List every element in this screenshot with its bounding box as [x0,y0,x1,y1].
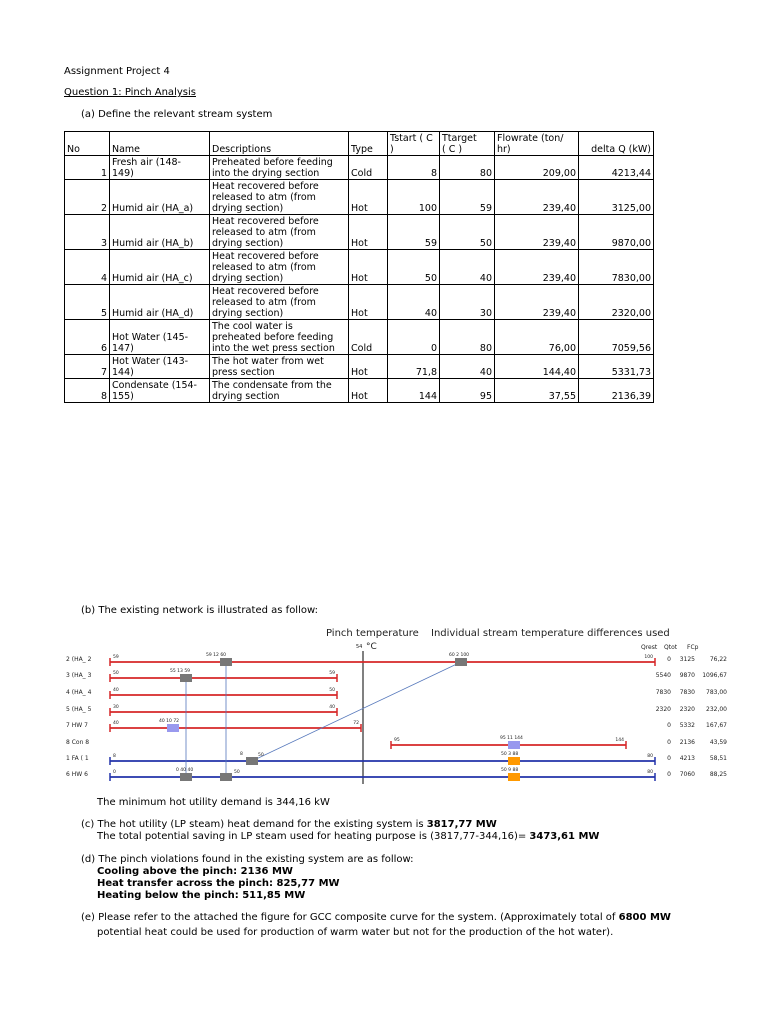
doc-title: Assignment Project 4 [64,66,170,77]
header-delta-q: delta Q (kW) [579,132,654,156]
stream-temp-left: 50 [113,671,119,676]
exchanger-temps: 8 [240,752,243,757]
cell-delta-q: 9870,00 [579,215,654,250]
qrest-value: 0 [667,771,671,778]
question-heading: Question 1: Pinch Analysis [64,87,196,98]
qrest-value: 0 [667,739,671,746]
cell-type: Hot [349,379,388,403]
pinch-value: 54 [356,644,363,650]
pinch-label: Pinch temperature [326,628,419,639]
header-no: No [65,132,110,156]
part-e-line1: (e) Please refer to the attached the figure for GCC composite curve for the system. (Approximately total of 6800 MW [81,912,671,923]
stream-temp-left: 0 [113,770,116,775]
qrest-value: 0 [667,656,671,663]
temp-diff-label: Individual stream temperature differences used [431,628,670,639]
cell-delta-q: 5331,73 [579,355,654,379]
cell-type: Hot [349,180,388,215]
min-hot-utility: The minimum hot utility demand is 344,16 kW [97,797,330,808]
heat-exchanger [455,658,467,666]
stream-temp-right: 50 [329,688,335,693]
table-header-row [65,132,654,156]
table-row [65,320,654,355]
qtot-value: 5332 [679,722,695,729]
fcp-value: 783,00 [706,689,727,696]
cell-ttarget: 95 [440,379,495,403]
part-a-heading: (a) Define the relevant stream system [81,109,273,120]
stream-temp-left: 95 [394,738,400,743]
cell-desc: Preheated before feeding into the drying section [210,156,349,180]
stream-temp-right: 80 [647,770,653,775]
part-c-line1: (c) The hot utility (LP steam) heat demand for the existing system is 3817,77 MW [81,819,497,830]
cell-ttarget: 40 [440,355,495,379]
cell-tstart: 50 [388,250,440,285]
cell-no: 3 [65,215,110,250]
qtot-value: 7060 [679,771,695,778]
heat-exchanger [508,773,520,781]
exchanger-temps: 40 10 72 [159,719,180,724]
cell-name: Hot Water (145- 147) [110,320,210,355]
stream-label: 4 (HA_ 4 [66,689,92,696]
cell-name: Humid air (HA_a) [110,180,210,215]
cell-delta-q: 2136,39 [579,379,654,403]
table-row [65,379,654,403]
stream-table [64,131,654,403]
stream-temp-right: 100 [644,655,653,660]
table-row [65,250,654,285]
stream-temp-left: 40 [113,721,119,726]
cell-flowrate: 37,55 [495,379,579,403]
col-qtot: Qtot [664,644,678,651]
cell-tstart: 71,8 [388,355,440,379]
stream-label: 2 (HA_ 2 [66,656,92,663]
cell-type: Hot [349,215,388,250]
qtot-value: 4213 [679,755,695,762]
fcp-value: 76,22 [709,656,727,663]
cell-flowrate: 209,00 [495,156,579,180]
header-flowrate: Flowrate (ton/ hr) [495,132,579,156]
exchanger-temps: 50 9 88 [501,768,519,773]
exchanger-temps: 55 13 59 [170,669,191,674]
cell-type: Hot [349,285,388,320]
cell-flowrate: 239,40 [495,215,579,250]
stream-temp-right: 80 [647,754,653,759]
stream-label: 7 HW 7 [66,722,88,729]
stream-temp-right: 40 [329,705,335,710]
stream-temp-left: 59 [113,655,119,660]
qtot-value: 2320 [679,706,695,713]
cell-type: Hot [349,250,388,285]
heat-exchanger [508,757,520,765]
cell-desc: The hot water from wet press section [210,355,349,379]
table-row [65,355,654,379]
qtot-value: 9870 [679,672,695,679]
cell-delta-q: 7059,56 [579,320,654,355]
part-b-heading: (b) The existing network is illustrated as follow: [81,605,318,616]
cell-type: Hot [349,355,388,379]
cell-name: Fresh air (148- 149) [110,156,210,180]
fcp-value: 88,25 [709,771,727,778]
cell-flowrate: 239,40 [495,285,579,320]
violation-item: Cooling above the pinch: 2136 MW [97,866,293,877]
cell-name: Humid air (HA_c) [110,250,210,285]
cell-no: 5 [65,285,110,320]
cell-delta-q: 7830,00 [579,250,654,285]
cell-ttarget: 80 [440,320,495,355]
fcp-value: 43,59 [709,739,727,746]
qrest-value: 7830 [655,689,671,696]
cell-no: 7 [65,355,110,379]
exchanger-temps: 50 [234,770,240,775]
fcp-value: 1096,67 [702,672,727,679]
table-row [65,215,654,250]
cell-desc: The cool water is preheated before feeding into the wet press section [210,320,349,355]
cell-flowrate: 239,40 [495,250,579,285]
heat-exchanger [220,773,232,781]
cell-name: Humid air (HA_b) [110,215,210,250]
qtot-value: 7830 [679,689,695,696]
exchanger-temps: 50 3 88 [501,752,519,757]
cell-flowrate: 76,00 [495,320,579,355]
cell-no: 1 [65,156,110,180]
heat-exchanger [180,773,192,781]
cell-ttarget: 40 [440,250,495,285]
heat-exchanger [167,724,179,732]
cell-no: 4 [65,250,110,285]
cell-tstart: 40 [388,285,440,320]
stream-label: 3 (HA_ 3 [66,672,92,679]
cell-ttarget: 50 [440,215,495,250]
table-row [65,156,654,180]
cell-ttarget: 30 [440,285,495,320]
qrest-value: 2320 [655,706,671,713]
cell-no: 8 [65,379,110,403]
cell-delta-q: 3125,00 [579,180,654,215]
cell-ttarget: 80 [440,156,495,180]
cell-desc: Heat recovered before released to atm (from drying section) [210,285,349,320]
header-tstart: Tstart ( C ) [388,132,440,156]
cell-desc: The condensate from the drying section [210,379,349,403]
table-row [65,180,654,215]
stream-temp-right: 144 [615,738,624,743]
header-name: Name [110,132,210,156]
cell-tstart: 144 [388,379,440,403]
stream-label: 6 HW 6 [66,771,88,778]
part-d-intro: (d) The pinch violations found in the existing system are as follow: [81,854,414,865]
qrest-value: 5540 [655,672,671,679]
stream-temp-left: 8 [113,754,116,759]
col-fcp: FCp [687,644,699,651]
header-desc: Descriptions [210,132,349,156]
exchanger-temps: 95 11 144 [500,736,523,741]
cell-delta-q: 2320,00 [579,285,654,320]
stream-label: 8 Con 8 [66,739,90,746]
stream-label: 5 (HA_ 5 [66,706,92,713]
cell-no: 2 [65,180,110,215]
stream-temp-right: 59 [329,671,335,676]
cell-type: Cold [349,320,388,355]
cell-no: 6 [65,320,110,355]
network-diagram [64,626,736,786]
cell-tstart: 100 [388,180,440,215]
cell-name: Condensate (154- 155) [110,379,210,403]
cell-type: Cold [349,156,388,180]
cell-desc: Heat recovered before released to atm (from drying section) [210,180,349,215]
cell-tstart: 0 [388,320,440,355]
exchanger-temps: 60 2 100 [449,653,470,658]
violation-item: Heating below the pinch: 511,85 MW [97,890,306,901]
fcp-value: 167,67 [706,722,727,729]
fcp-value: 58,51 [709,755,727,762]
header-type: Type [349,132,388,156]
heat-exchanger [220,658,232,666]
heat-exchanger-network [64,626,736,786]
cell-delta-q: 4213,44 [579,156,654,180]
stream-label: 1 FA ( 1 [66,755,89,762]
part-e-line2: potential heat could be used for production of warm water but not for the production of the hot water). [97,927,614,938]
stream-temp-right: 72 [353,721,359,726]
qtot-value: 2136 [679,739,695,746]
heat-exchanger [508,741,520,749]
header-ttarget: Ttarget ( C ) [440,132,495,156]
table-row [65,285,654,320]
pinch-unit: °C [366,642,377,652]
exchanger-temps: 50 [258,753,264,758]
cell-desc: Heat recovered before released to atm (from drying section) [210,215,349,250]
heat-exchanger [246,757,258,765]
qtot-value: 3125 [679,656,695,663]
exchanger-temps: 0 40 40 [176,768,194,773]
cell-tstart: 59 [388,215,440,250]
stream-temp-left: 30 [113,705,119,710]
stream-temp-left: 40 [113,688,119,693]
cell-tstart: 8 [388,156,440,180]
heat-exchanger [180,674,192,682]
cell-flowrate: 144,40 [495,355,579,379]
qrest-value: 0 [667,755,671,762]
exchanger-temps: 59 12 60 [206,653,227,658]
cell-ttarget: 59 [440,180,495,215]
cell-name: Humid air (HA_d) [110,285,210,320]
violation-item: Heat transfer across the pinch: 825,77 MW [97,878,340,889]
cell-desc: Heat recovered before released to atm (from drying section) [210,250,349,285]
col-qrest: Qrest [641,644,658,651]
cell-name: Hot Water (143- 144) [110,355,210,379]
cell-flowrate: 239,40 [495,180,579,215]
qrest-value: 0 [667,722,671,729]
part-c-line2: The total potential saving in LP steam used for heating purpose is (3817,77-344,16)= 3473,61 MW [97,831,600,842]
fcp-value: 232,00 [706,706,727,713]
